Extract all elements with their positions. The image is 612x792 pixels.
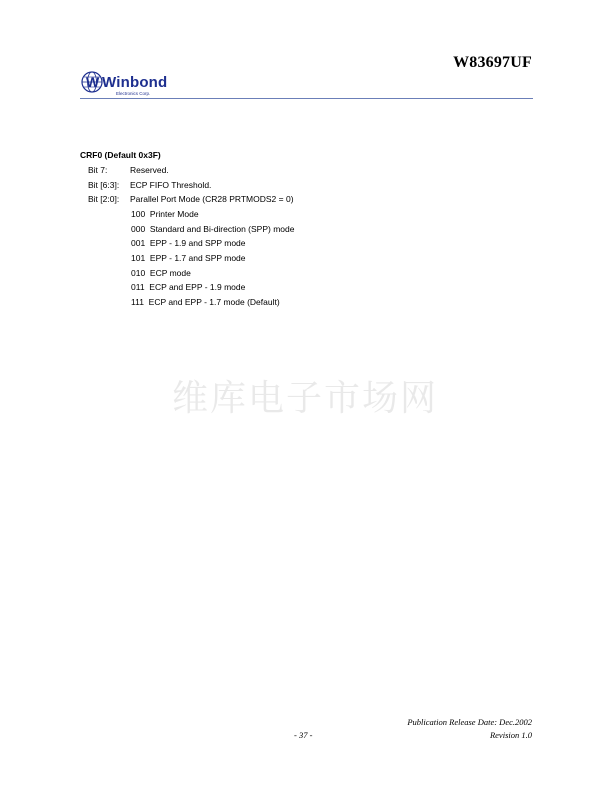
- watermark: 维库电子市场网: [172, 378, 439, 419]
- logo-wordmark: Winbond: [102, 74, 168, 91]
- mode-item: 011 ECP and EPP - 1.9 mode: [131, 282, 246, 292]
- logo-subtext: Electronics Corp.: [116, 91, 151, 96]
- mode-item: 101 EPP - 1.7 and SPP mode: [131, 253, 246, 263]
- bit-label: Bit 7:: [88, 165, 108, 175]
- globe-icon: [80, 70, 104, 94]
- footer-release-date: Publication Release Date: Dec.2002: [407, 717, 532, 727]
- winbond-logo: [80, 70, 180, 100]
- mode-item: 111 ECP and EPP - 1.7 mode (Default): [131, 297, 280, 307]
- document-title: W83697UF: [453, 54, 532, 71]
- header-rule: [80, 98, 533, 99]
- footer-revision: Revision 1.0: [489, 730, 532, 740]
- footer-page-number: - 37 -: [294, 730, 313, 740]
- bit-label: Bit [2:0]:: [88, 194, 120, 204]
- bit-description: ECP FIFO Threshold.: [130, 180, 212, 190]
- bit-description: Reserved.: [130, 165, 169, 175]
- register-title: CRF0 (Default 0x3F): [80, 150, 161, 160]
- mode-item: 010 ECP mode: [131, 268, 191, 278]
- mode-item: 001 EPP - 1.9 and SPP mode: [131, 238, 246, 248]
- bit-description: Parallel Port Mode (CR28 PRTMODS2 = 0): [130, 194, 294, 204]
- mode-item: 100 Printer Mode: [131, 209, 199, 219]
- mode-item: 000 Standard and Bi-direction (SPP) mode: [131, 224, 295, 234]
- svg-text:W: W: [86, 74, 100, 90]
- bit-label: Bit [6:3]:: [88, 180, 120, 190]
